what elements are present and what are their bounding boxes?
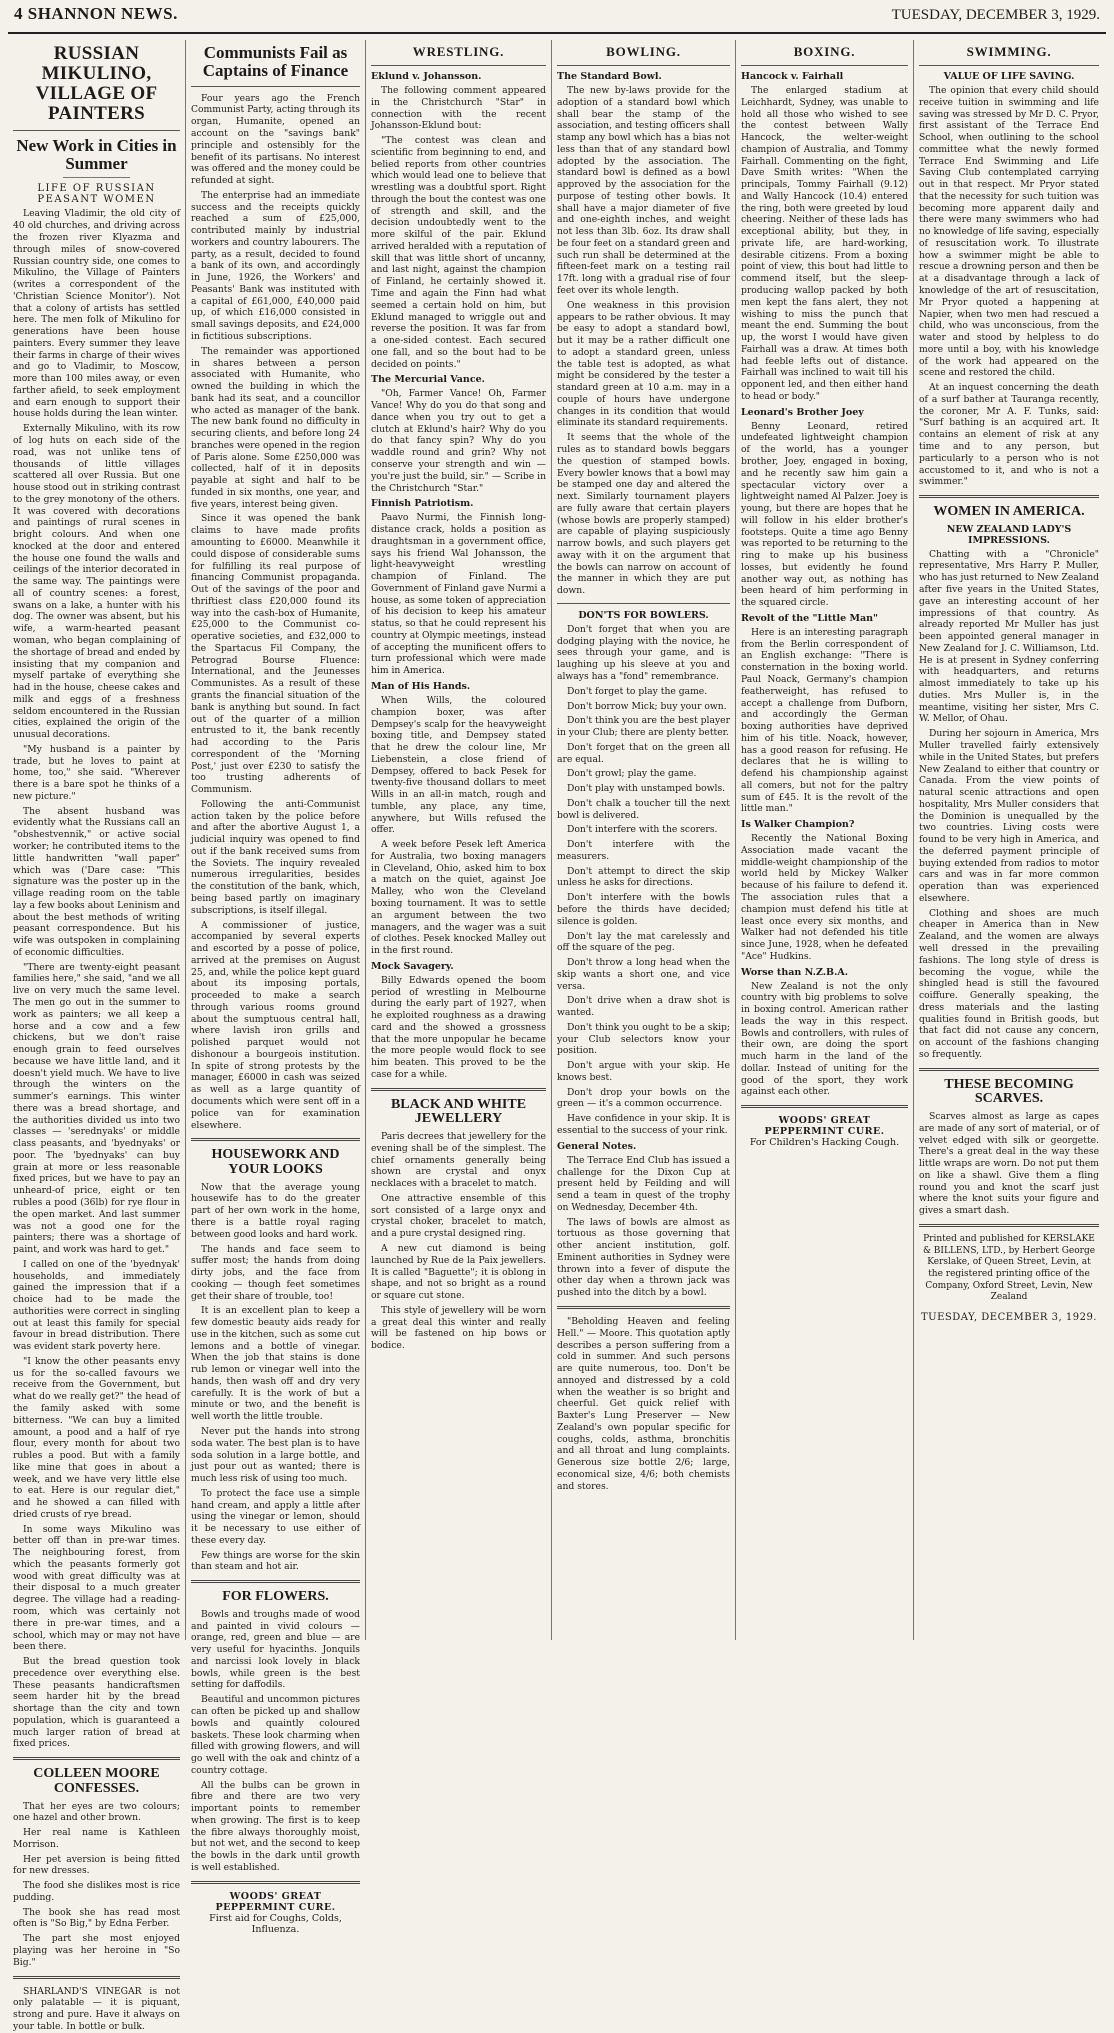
headline-colleen-moore: COLLEEN MOORE CONFESSES. (33, 1766, 160, 1796)
paragraph: Beautiful and uncommon pictures can often be picked up and shallow bowls and quaintly coloured baskets. These look charming when filled with growing flowers, and will go well with the oak and chintz of a country cottage. (191, 1694, 360, 1776)
article-body (371, 85, 546, 370)
paragraph: Don't interfere with the bowls before the thirds have decided; silence is golden. (557, 892, 730, 927)
article-body (741, 421, 908, 609)
masthead (8, 4, 1106, 34)
headline-russian-mikulino: RUSSIAN MIKULINO, VILLAGE OF PAINTERS (35, 43, 158, 124)
paragraph: A new cut diamond is being launched by Rue de la Paix jewellers. It is called "Baguette"; it is oblong in shape, and not so bright as a round or square cut stone. (371, 1242, 546, 1302)
subhead-standard-bowl: The Standard Bowl. (557, 71, 662, 82)
article-body (13, 208, 180, 1750)
paragraph: Now that the average young housewife has to do the greater part of her own work in the home, there is a battle royal raging between good looks and hard work. (191, 1181, 360, 1240)
paragraph: Don't think you are the best player in your Club; there are plenty better. (557, 715, 730, 739)
article-body (919, 1111, 1099, 1217)
subhead-nzba: Worse than N.Z.B.A. (741, 966, 849, 978)
article-body (741, 833, 908, 962)
paragraph: Don't chalk a toucher till the next bowl is delivered. (557, 797, 730, 821)
column-2 (186, 40, 366, 1935)
subhead-mock-savagery: Mock Savagery. (371, 960, 454, 972)
paragraph: "The contest was clean and scientific from beginning to end, and belied reports from other countries which would lead one to believe that wrestling was a doubtful sport. Right through the bout the contest was one of strength and skill, and the decision undoubtedly went to the more skilful of the pair. Eklund arrived heralded with a reputation of skill that was little short of uncanny, and last night, against the champion of Finland, he certainly showed it. Time and again the Finn had what seemed a certain hold on him, but Eklund managed to wriggle out and reverse the position. It was far from a one-sided contest. Each secured one fall, and so the bout had to be decided on points." (371, 135, 546, 370)
article-body (557, 624, 730, 1137)
paragraph: "Oh, Farmer Vance! Oh, Farmer Vance! Why do you do that song and dance when you try out to get a clutch at Eklund's hair? Why do you do that fancy spin? Why do you waddle round and grin? Why not conserve your strength and win — you're just the build, sir." — Scribe in the Christchurch "Star." (371, 388, 546, 494)
advert-baxters (557, 1316, 730, 1492)
paragraph: It seems that the whole of the rules as to standard bowls beggars the question of stamped bowls. Every bowler knows that a bowl may be stamped one day and altered the next. Similarly tournament players are fully aware that certain players (whose bowls are properly stamped) are capable of playing suspiciously narrow bowls, and such players get away with it on the argument that the bowls can narrow on account of the manner in which they are put down. (557, 432, 730, 597)
paragraph: Don't play with unstamped bowls. (567, 783, 726, 795)
paragraph: Few things are worse for the skin than steam and hot air. (191, 1549, 360, 1573)
paragraph: Leaving Vladimir, the old city of 40 old churches, and driving across the frozen river Klyazma and through miles of snow-covered Russian country side, one comes to Mikulino, the Village of Painters (writes a correspondent of the 'Christian Science Monitor'). Not that a colony of artists has settled here. The men folk of Mikulino for generations have been house painters. Every summer they leave their farms in charge of their wives and go to Vladimir, to Moscow, more than 100 miles away, or even farther afield, to seek employment and earn enough to support their house holds during the lean winter. (13, 208, 180, 420)
headline-housework: HOUSEWORK AND YOUR LOOKS (211, 1147, 340, 1177)
paragraph: Her pet aversion is being fitted for new dresses. (13, 1853, 180, 1877)
subhead-general-notes: General Notes. (557, 1140, 637, 1152)
paragraph: The hands and face seem to suffer most; the hands from doing dirty jobs, and the face from cooking — though feet sometimes get their share of trouble, too! (191, 1243, 360, 1302)
paragraph: Have confidence in your skip. It is essential to the success of your rink. (557, 1113, 730, 1137)
article-body (741, 627, 908, 815)
subhead-new-work: New Work in Cities in Summer (16, 135, 177, 173)
paragraph: Don't drive when a draw shot is wanted. (557, 995, 730, 1019)
column-1 (8, 40, 186, 2032)
article-body (557, 1155, 730, 1299)
paragraph: Paris decrees that jewellery for the evening shall be of the simplest. The chief ornaments generally being shown are crystal and onyx necklaces with a bracelet to match. (371, 1131, 546, 1190)
paragraph: The enterprise had an immediate success and the receipts quickly reached a sum of £25,000, contributed mainly by industrial workers and country labourers. The party, as a result, decided to found a bank of its own, and accordingly in June, 1926, the Workers' and Peasants' Bank was instituted with a capital of £61,000, £40,000 paid up, of which £16,000 consisted in small savings deposits, and £24,000 in fictitious subscriptions. (191, 189, 360, 342)
subhead-life-saving: VALUE OF LIFE SAVING. (943, 71, 1075, 82)
article-russian-mikulino (13, 44, 180, 1750)
footer-date: TUESDAY, DECEMBER 3, 1929. (921, 1312, 1097, 1324)
paragraph: Don't drop your bowls on the green — it's a common occurrence. (557, 1086, 730, 1110)
article-colleen-moore (13, 1767, 180, 1968)
paragraph: Since it was opened the bank claims to have made profits amounting to £6000. Meanwhile it could dispose of considerable sums for fulfilling its real purpose of financing Communist propaganda. Out of the savings of the poor and thriftiest class £20,000 found its way into the cash-box of Humanite, £25,000 to the Communist co-operative societies, and £32,000 to the Spartacus Fil Company, the Petrograd Bourse Fluence: International, and the Jeunesses Communistes. As a result of these grants the financial situation of the bank is anything but sound. In fact out of the quarter of a million entrusted to it, the bank recently had according to the Paris correspondent of the 'Morning Post,' just over £230 to satisfy the too trusting adherents of Communism. (191, 513, 360, 796)
subhead-nz-lady: NEW ZEALAND LADY'S IMPRESSIONS. (946, 523, 1072, 546)
column-4 (552, 40, 736, 1640)
paragraph: At an inquest concerning the death of a surf bather at Tauranga recently, the coroner, Mr A. F. Tunks, said: "Surf bathing is an acquired art. It contains an element of risk at any time and to any person, but particularly to a person who is not accustomed to it, and who is not a swimmer." (919, 382, 1099, 488)
article-for-flowers (191, 1590, 360, 1874)
subhead-donts: DON'TS FOR BOWLERS. (578, 609, 709, 621)
article-communists (191, 44, 360, 1131)
paragraph: To protect the face use a simple hand cream, and apply a little after using the vinegar or lemon, should it be necessary to use either of these every day. (191, 1487, 360, 1546)
advert-sharlands-vinegar: SHARLAND'S VINEGAR is not only palatable — it is piquant, strong and pure. Have it always on your table. In bottle or bulk. (13, 1985, 180, 2032)
article-body (371, 388, 546, 494)
section-boxing: BOXING. (741, 40, 908, 66)
subhead-finnish: Finnish Patriotism. (371, 498, 474, 510)
paragraph: This style of jewellery will be worn a great deal this winter and really will be fastened on hip bows or bodice. (371, 1304, 546, 1352)
printer-imprint: Printed and published for KERSLAKE & BILLENS, LTD., by Herbert George Kerslake, of Queen Street, Levin, at the registered printing office of the Company, Oxford Street, Levin, New Zealand (922, 1233, 1096, 1303)
paragraph: The opinion that every child should receive tuition in swimming and life saving was stressed by Mr D. C. Pryor, first assistant of the Terrace End School, when outlining to the school committee what the newly formed Terrace End Swimming and Life Saving Club contemplated carrying out in that respect. Mr Pryor stated that the necessity for such tuition was becoming more apparent daily and there were many swimmers who had no knowledge of life saving, especially of resuscitation work. To illustrate how a swimmer might be able to rescue a drowning person and then be at a disadvantage through a lack of knowledge of the art of resuscitation, Mr Pryor quoted a happening at Napier, when two men had rescued a child, who was unconscious, from the water and stood by helpless to do more until a boy, with his knowledge of the work had appeared on the scene and restored the child. (919, 85, 1099, 379)
headline-jewellery: BLACK AND WHITE JEWELLERY (390, 1096, 527, 1127)
kicker-peasant-women: LIFE OF RUSSIAN PEASANT WOMEN (37, 183, 156, 206)
paragraph: The laws of bowls are almost as tortuous as those governing that other ancient institution, golf. Eminent authorities in Sydney were thrown into a fever of dispute the other day when a thrown jack was pushed into the ditch by a bowl. (557, 1216, 730, 1299)
paragraph: The food she dislikes most is rice pudding. (13, 1880, 180, 1903)
paragraph: Don't interfere with the scorers. (567, 824, 718, 836)
paragraph: Paavo Nurmi, the Finnish long-distance crack, holds a position as draughtsman in a government office, says his friend Wal Johansson, the light-heavyweight wrestling champion of Finland. The Government of Finland gave Nurmi a house, as some token of appreciation of his decision to keep his amateur status, so that he could represent his country at Olympic meetings, instead of accepting the munificent offers to turn professional which were made him in America. (371, 512, 546, 677)
paragraph: The enlarged stadium at Leichhardt, Sydney, was unable to hold all those who wished to see the contest between Wally Hancock, the welter-weight champion of Australia, and Tommy Fairhall. Commenting on the fight, Dave Smith writes: "When the principals, Tommy Fairhall (9.12) and Wally Hancock (10.4) entered the ring, both were greeted by loud cheering. Neither of these lads has exceptional ability, but they, in private life, are hard-working, desirable citizens. From a boxing point of view, this bout had little to commend itself, but the sleep-producing wallop packed by both men kept the fans alert, they not wishing to miss the punch that meant the end. Summing the bout up, the worst I would have given Fairhall was a draw. At times both had feeble lefts out of distance. Fairhall was inclined to wait till his opponent led, and then either hand to head or body." (741, 85, 908, 402)
article-body (191, 93, 360, 1132)
advert-woods-peppermint-children: WOODS' GREAT PEPPERMINT CURE. For Children's Hacking Cough. (749, 1115, 900, 1149)
article-body (557, 85, 730, 597)
paragraph: Scarves almost as large as capes are made of any sort of material, or of velvet edged with silk or georgette. There's a great deal in the way these little wraps are worn. Do not put them on like a shawl. Give them a fling round you and knot the scarf just where the knot suits your figure and gives a smart dash. (919, 1111, 1099, 1217)
paragraph: Don't interfere with the measurers. (557, 839, 730, 862)
paragraph: The new by-laws provide for the adoption of a standard bowl which shall bear the stamp of the association, and testing officers shall stamp any bowl which has a bias not less than that of any standard bowl adopted by the association. The standard bowl is defined as a bowl approved by the association for the purpose of testing other bowls. It shall have a major diameter of five and one-eighth inches, and weight not less than 3lb. 6oz. Its draw shall be four feet on a standard green and such run shall be determined at the fifteen-feet mark on a testing rail 17ft. long with a gradual rise of four feet over its whole length. (557, 85, 730, 297)
paragraph: Externally Mikulino, with its row of log huts on each side of the road, was not unlike tens of thousands of little villages scattered all over Russia. But one house stood out in striking contrast to the grey monotony of the others. It was covered with decorations and paintings of rural scenes in bright colours. And when one knocked at the door and entered the house one found the walls and ceilings of the interior decorated in the same way. The paintings were all of country scenes: a forest, swans on a lake, a hunter with his dog. The owner was absent, but his wife, a warm-hearted peasant woman, who began complaining of the shortage of bread and ended by insisting that my companion and myself partake of everything she had in the house, cheese cakes and milk and eggs of a freshness seldom encountered in the Russian cities, explained the origin of the unusual decorations. (13, 423, 180, 741)
subhead-leonard: Leonard's Brother Joey (741, 406, 864, 418)
article-body (741, 85, 908, 403)
paragraph: Billy Edwards opened the boom period of wrestling in Melbourne during the early part of 1927, when he exploited roughness as a drawing card and the showed a grossness that the more unpopular he became the more people would flock to see him beaten. This proved to be the case for a while. (371, 974, 546, 1080)
headline-women-america: WOMEN IN AMERICA. (933, 504, 1085, 520)
article-body (371, 695, 546, 957)
article-housework (191, 1148, 360, 1573)
paragraph: "Beholding Heaven and feeling Hell." — Moore. This quotation aptly describes a person suffering from a cold in summer. And such persons are quite numerous, too. Don't be annoyed and distressed by a cold when the weather is so bright and cheerful. Get quick relief with Baxter's Lung Preserver — New Zealand's own popular specific for coughs, colds, asthma, bronchitis and all throat and lung complaints. Generous size bottle 2/6; large, economical size, 4/6; both chemists and stores. (557, 1315, 730, 1492)
subhead-vance: The Mercurial Vance. (371, 374, 485, 386)
paragraph: During her sojourn in America, Mrs Muller travelled fairly extensively while in the United States, but prefers New Zealand to either that country or Canada. From the view points of natural scenic attractions and open hospitality, Mrs Muller considers that the Dominion is unequalled by the two countries. Living costs were found to be very high in America, and the deferred payment principle of buying extended from radios to motor cars and was in far more common operation than was experienced elsewhere. (919, 728, 1099, 904)
article-body (741, 981, 908, 1099)
paragraph: I called on one of the 'byednyak' households, and immediately gained the impression that if a choice had to be made the authorities were correct in singling out at least this family for special favour in bread distribution. There was evident stark poverty here. (13, 1258, 180, 1353)
paragraph: But the bread question took precedence over everything else. These peasants handicraftsmen seem harder hit by the bread shortage than the city and town population, which is guaranteed a much larger ration of bread at fixed prices. (13, 1656, 180, 1750)
paragraph: A commissioner of justice, accompanied by several experts and escorted by a posse of police, arrived at the premises on August 25, and, while the police kept guard about its imposing portals, proceeded to make a search through various rooms ground about the sumptuous central hall, where lavish iron grills and polished parquet would not dishonour a bourgeois institution. In spite of strong protests by the manager, £6000 in cash was seized as well as a large quantity of documents which were sent off in a police van for examination elsewhere. (191, 919, 360, 1131)
section-wrestling: WRESTLING. (371, 40, 546, 66)
subhead-little-man: Revolt of the "Little Man" (741, 612, 878, 624)
paragraph: All the bulbs can be grown in fibre and there are two very important points to remember when growing. The first is to keep the fibre always thoroughly moist, but not wet, and the second to keep the bowls in the dark until growth is well established. (191, 1779, 360, 1873)
issue-date: TUESDAY, DECEMBER 3, 1929. (891, 7, 1100, 23)
article-body (191, 1182, 360, 1574)
paragraph: Don't growl; play the game. (567, 768, 697, 780)
section-swimming: SWIMMING. (919, 40, 1099, 66)
paragraph: The absent husband was evidently what the Russians call an "obshestvennik," or active social worker; he contributed items to the little handwritten "wall paper" which was ('Dare case: "This signature was the poster up in the village reading room on the table lay a few books about Leninism and about the best methods of writing peasant correspondence. But his wife was outspoken in complaining of economic difficulties. (13, 805, 180, 958)
paragraph: Clothing and shoes are much cheaper in America than in New Zealand, and the women are always well dressed in the prevailing fashions. The long style of dress is becoming the vogue, while the shingled head is still the favoured coiffure. Generally speaking, the dress materials and the lasting qualities found in British goods, but that fact did not cause any concern, on account of the fashions changing so frequently. (919, 907, 1099, 1060)
headline-communists: Communists Fail as Captains of Finance (202, 43, 349, 80)
paragraph: The remainder was apportioned in shares between a person associated with Humanite, who owned the building in which the bank had its seat, and a councillor who acted as manager of the bank. The new bank found no difficulty in securing clients, and before long 24 branches were opened in the region of Paris alone. Some £250,000 was collected, half of it in deposits payable at sight and half to be funded in six months, one year, and five years, interest being given. (191, 345, 360, 510)
paragraph: It is an excellent plan to keep a few domestic beauty aids ready for use in the kitchen, such as some cut lemons and a bottle of vinegar. When the job that stains is done rub lemon or vinegar well into the hands, then wash off and dry very carefully. It is the work of but a minute or two, and the benefit is well worth the little trouble. (191, 1305, 360, 1423)
paragraph: One weakness in this provision appears to be rather obvious. It may be easy to adopt a standard bowl, but it may be a rather difficult one to adopt a standard green, unless the table test is adopted, as what might be considered by the tester a standard green at 10 a.m. may in a couple of hours have undergone changes in its condition that would eliminate its standard requirements. (557, 299, 730, 429)
paragraph: Don't forget to play the game. (567, 685, 708, 697)
paragraph: New Zealand is not the only country with big problems to solve in boxing control. American rather leads the way in this respect. Bowls and controllers, with rules of their own, are doing the sport much harm in the land of the dollar. Instead of uniting for the good of the sport, they work against each other. (741, 980, 908, 1098)
headline-scarves: THESE BECOMING SCARVES. (944, 1076, 1074, 1107)
paragraph: Four years ago the French Communist Party, acting through its organ, Humanite, opened an account on the "savings bank" principle and ostensibly for the benefit of its partisans. No interest was offered and the money could be refunded at sight. (191, 92, 360, 187)
paragraph: Don't borrow Mick; buy your own. (567, 700, 727, 712)
paragraph: A week before Pesek left America for Australia, two boxing managers in Cleveland, Ohio, asked him to box a match on the quiet, against Joe Malley, who won the Cleveland boxing tournament. It was to settle an argument between the two managers, and the wager was a suit of clothes. Pesek knocked Malley out in the first round. (371, 839, 546, 957)
paragraph: Don't forget that on the green all are equal. (557, 741, 730, 765)
paragraph: Don't think you ought to be a skip; your Club selectors know your position. (557, 1021, 730, 1057)
section-bowling: BOWLING. (557, 40, 730, 66)
paragraph: Bowls and troughs made of wood and painted in vivid colours — orange, red, green and blue — are very useful for hyacinths. Jonquils and narcissi look lovely in black bowls, while green is the best setting for daffodils. (191, 1608, 360, 1691)
paragraph: Don't attempt to direct the skip unless he asks for directions. (557, 865, 730, 889)
article-body (919, 549, 1099, 1061)
paragraph: The book she has read most often is "So Big," by Edna Ferber. (13, 1906, 180, 1930)
headline-for-flowers: FOR FLOWERS. (222, 1589, 329, 1605)
columns (8, 40, 1106, 2032)
paragraph: The Terrace End Club has issued a challenge for the Dixon Cup at present held by Feilding and will send a team in quest of the trophy on Wednesday, December 4th. (557, 1154, 730, 1213)
article-body (919, 85, 1099, 488)
paragraph: The following comment appeared in the Christchurch "Star" in connection with the recent Johansson-Eklund bout: (371, 85, 546, 132)
paragraph: "There are twenty-eight peasant families here," she said, "and we all live on very much the same level. The men go out in the summer to work as painters; we all keep a horse and a cow and a few chickens, but we don't raise enough grain to feed ourselves because we have little land, and it doesn't yield much. We have to live through the winters on the summer's earnings. This winter there was a bread shortage, and the authorities divided us into two classes — 'serednyaks' or middle class peasants, and 'byednyaks' or poor. The 'byednyaks' can buy grain at more or less reasonable fixed prices, but we have to pay an unheard-of price, eight or ten rubles a pood (36lb) for rye flour in the open market. And last summer was not a good one for the painters; there was a shortage of paint, and work was hard to get." (13, 961, 180, 1256)
paragraph: Don't argue with your skip. He knows best. (557, 1060, 730, 1083)
paragraph: Never put the hands into strong soda water. The best plan is to have soda solution in a large bottle, and just pour out as wanted; there is much less risk of using too much. (191, 1425, 360, 1485)
page-label: 4 SHANNON NEWS. (14, 4, 178, 23)
column-3 (366, 40, 552, 1640)
paragraph: Her real name is Kathleen Morrison. (13, 1827, 180, 1850)
paragraph: That her eyes are two colours; one hazel and other brown. (13, 1800, 180, 1824)
subhead-hancock: Hancock v. Fairhall (741, 71, 844, 82)
paragraph: "I know the other peasants envy us for the so-called favours we receive from the Government, but what do we really get?" the head of the family asked with some bitterness. "We can buy a limited amount, a pood and a half of rye flour, every month for about two rubles a pood. But with a family like mine that goes in about a week, and we have very little else to eat. Here is our regular diet," and he showed a can filled with dried crusts of rye bread. (13, 1355, 180, 1520)
subhead-man-of-hands: Man of His Hands. (371, 680, 471, 692)
paragraph: Here is an interesting paragraph from the Berlin correspondent of an English exchange: "There is consternation in the boxing world. Paul Noack, Germany's champion featherweight, has refused to accept a challenge from Dufborn, and accordingly the German boxing authorities have deprived him of his title. Noack, however, has a good reason for refusing. He declares that he is willing to defend his championship against all comers, but not for the paltry sum of £45. It is the revolt of the little man." (741, 626, 908, 815)
paragraph: The part she most enjoyed playing was her heroine in "So Big." (13, 1933, 180, 1968)
column-6 (914, 40, 1104, 1640)
subhead-walker: Is Walker Champion? (741, 819, 855, 831)
paragraph: Chatting with a "Chronicle" representative, Mrs Harry P. Muller, who has just returned to New Zealand after five years in the United States, gave an interesting account of her impressions of that country. As already reported Mr Muller has just been appointed general manager in New Zealand for J. C. Williamson, Ltd. He is at present in Sydney conferring with headquarters, and returns almost immediately to take up his duties. Mrs Muller is, in the meantime, visiting her sister, Mrs C. W. Mellor, of Ohau. (919, 548, 1099, 725)
subhead-eklund: Eklund v. Johansson. (371, 71, 482, 82)
column-5 (736, 40, 914, 1640)
paragraph: Don't lay the mat carelessly and off the square of the peg. (557, 930, 730, 954)
article-body (13, 1801, 180, 1969)
paragraph: Following the anti-Communist action taken by the police before and after the abortive August 1, a judicial inquiry was opened to find out if the bank received sums from the Soviets. The inquiry revealed numerous irregularities, besides the constitution of the bank, which, being based partly on imaginary subscriptions, is itself illegal. (191, 798, 360, 916)
article-body (191, 1609, 360, 1874)
paragraph: In some ways Mikulino was better off than in pre-war times. The neighbouring forest, from which the peasants formerly got wood with great difficulty was at their disposal to a much greater degree. The village had a reading-room, which was certainly not there in pre-war times, and a school, which may or may not have been there. (13, 1523, 180, 1653)
advert-woods-peppermint: WOODS' GREAT PEPPERMINT CURE. First aid for Coughs, Colds, Influenza. (209, 1890, 342, 1935)
paragraph: "My husband is a painter by trade, but he loves to paint at home, too," she said. "Wherever there is a bare spot he thinks of a new picture." (13, 743, 180, 802)
paragraph: Don't throw a long head when the skip wants a short one, and vice versa. (557, 957, 730, 992)
article-body (371, 1131, 546, 1352)
article-body (371, 512, 546, 677)
paragraph: When Wills, the coloured champion boxer, was after Dempsey's scalp for the heavyweight boxing title, and Dempsey stated that he drew the colour line, Mr Liebenstein, a close friend of Dempsey, offered to back Pesek for twenty-five thousand dollars to meet Wills in an all-in match, rough and tumble, any place, any time, anywhere, but Wills refused the offer. (371, 694, 546, 836)
paragraph: Recently the National Boxing Association made vacant the middle-weight championship of the world held by Mickey Walker because of his failure to defend it. The association rules that a champion must defend his title at least once every six months, and Walker had not defended his title since June, 1928, when he defeated "Ace" Hudkins. (741, 833, 908, 962)
paragraph: One attractive ensemble of this sort consisted of a large onyx and crystal choker, bracelet to match, and a pure crystal designed ring. (371, 1192, 546, 1240)
article-body (371, 975, 546, 1081)
paragraph: Don't forget that when you are dodging playing with the novice, he sees through your game, and is laughing up his sleeve at you and always has a "fond" remembrance. (557, 623, 730, 682)
paragraph: Benny Leonard, retired undefeated lightweight champion of the world, has a younger brother, Joey, engaged in boxing, and he recently saw him gain a spectacular victory over a lightweight named Al Palzer. Joey is young, but there are hopes that he will follow in his elder brother's footsteps. Quite a time ago Benny was reported to be returning to the ring to make up his business losses, but evidently he found another way out, as nothing has been heard of him performing in the squared circle. (741, 420, 908, 609)
